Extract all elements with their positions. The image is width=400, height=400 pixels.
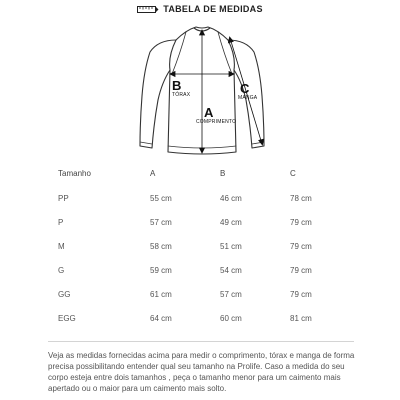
label-b: B — [172, 78, 182, 93]
table-row — [58, 241, 378, 265]
header-inner — [137, 4, 263, 14]
header-b: B — [220, 169, 226, 178]
size-cell: PP — [58, 194, 69, 203]
c-cell: 78 cm — [290, 194, 312, 203]
b-cell: 60 cm — [220, 314, 242, 323]
c-cell: 79 cm — [290, 218, 312, 227]
label-c-caption: MANGA — [238, 95, 258, 101]
size-cell: GG — [58, 290, 71, 299]
b-cell: 57 cm — [220, 290, 242, 299]
table-row — [58, 193, 378, 217]
c-cell: 79 cm — [290, 290, 312, 299]
size-cell: M — [58, 242, 65, 251]
header-a: A — [150, 169, 156, 178]
shirt-diagram — [0, 18, 400, 163]
page-title: TABELA DE MEDIDAS — [163, 4, 263, 14]
a-cell: 57 cm — [150, 218, 172, 227]
header-size: Tamanho — [58, 169, 91, 178]
b-cell: 54 cm — [220, 266, 242, 275]
label-a: A — [204, 105, 214, 120]
c-cell: 81 cm — [290, 314, 312, 323]
table-row — [58, 265, 378, 289]
table-row — [58, 217, 378, 241]
measurement-note: Veja as medidas fornecidas acima para medir o comprimento, tórax e manga de forma precisa possibilitando entender qual seu tamanho na Prolife. Caso a medida do seu corpo esteja entre dois tamanhos , peça o tamanho menor para um caimento mais apertado ou o maior para um caimento mais solto. — [48, 351, 355, 393]
b-cell: 46 cm — [220, 194, 242, 203]
label-c: C — [240, 81, 250, 96]
table-row — [58, 313, 378, 337]
a-cell: 64 cm — [150, 314, 172, 323]
size-cell: EGG — [58, 314, 76, 323]
label-a-caption: COMPRIMENTO — [196, 119, 237, 125]
b-cell: 51 cm — [220, 242, 242, 251]
c-cell: 79 cm — [290, 242, 312, 251]
size-cell: G — [58, 266, 65, 275]
header-c: C — [290, 169, 296, 178]
divider — [48, 341, 354, 342]
measuring-tape-icon — [137, 5, 159, 14]
b-cell: 49 cm — [220, 218, 242, 227]
table-header-row — [58, 168, 378, 193]
label-b-caption: TÓRAX — [172, 92, 191, 98]
table-row — [58, 289, 378, 313]
a-cell: 55 cm — [150, 194, 172, 203]
a-cell: 59 cm — [150, 266, 172, 275]
a-cell: 61 cm — [150, 290, 172, 299]
header — [0, 2, 400, 16]
c-cell: 79 cm — [290, 266, 312, 275]
size-cell: P — [58, 218, 64, 227]
size-table — [58, 168, 378, 337]
a-cell: 58 cm — [150, 242, 172, 251]
garment-figure — [0, 18, 400, 163]
